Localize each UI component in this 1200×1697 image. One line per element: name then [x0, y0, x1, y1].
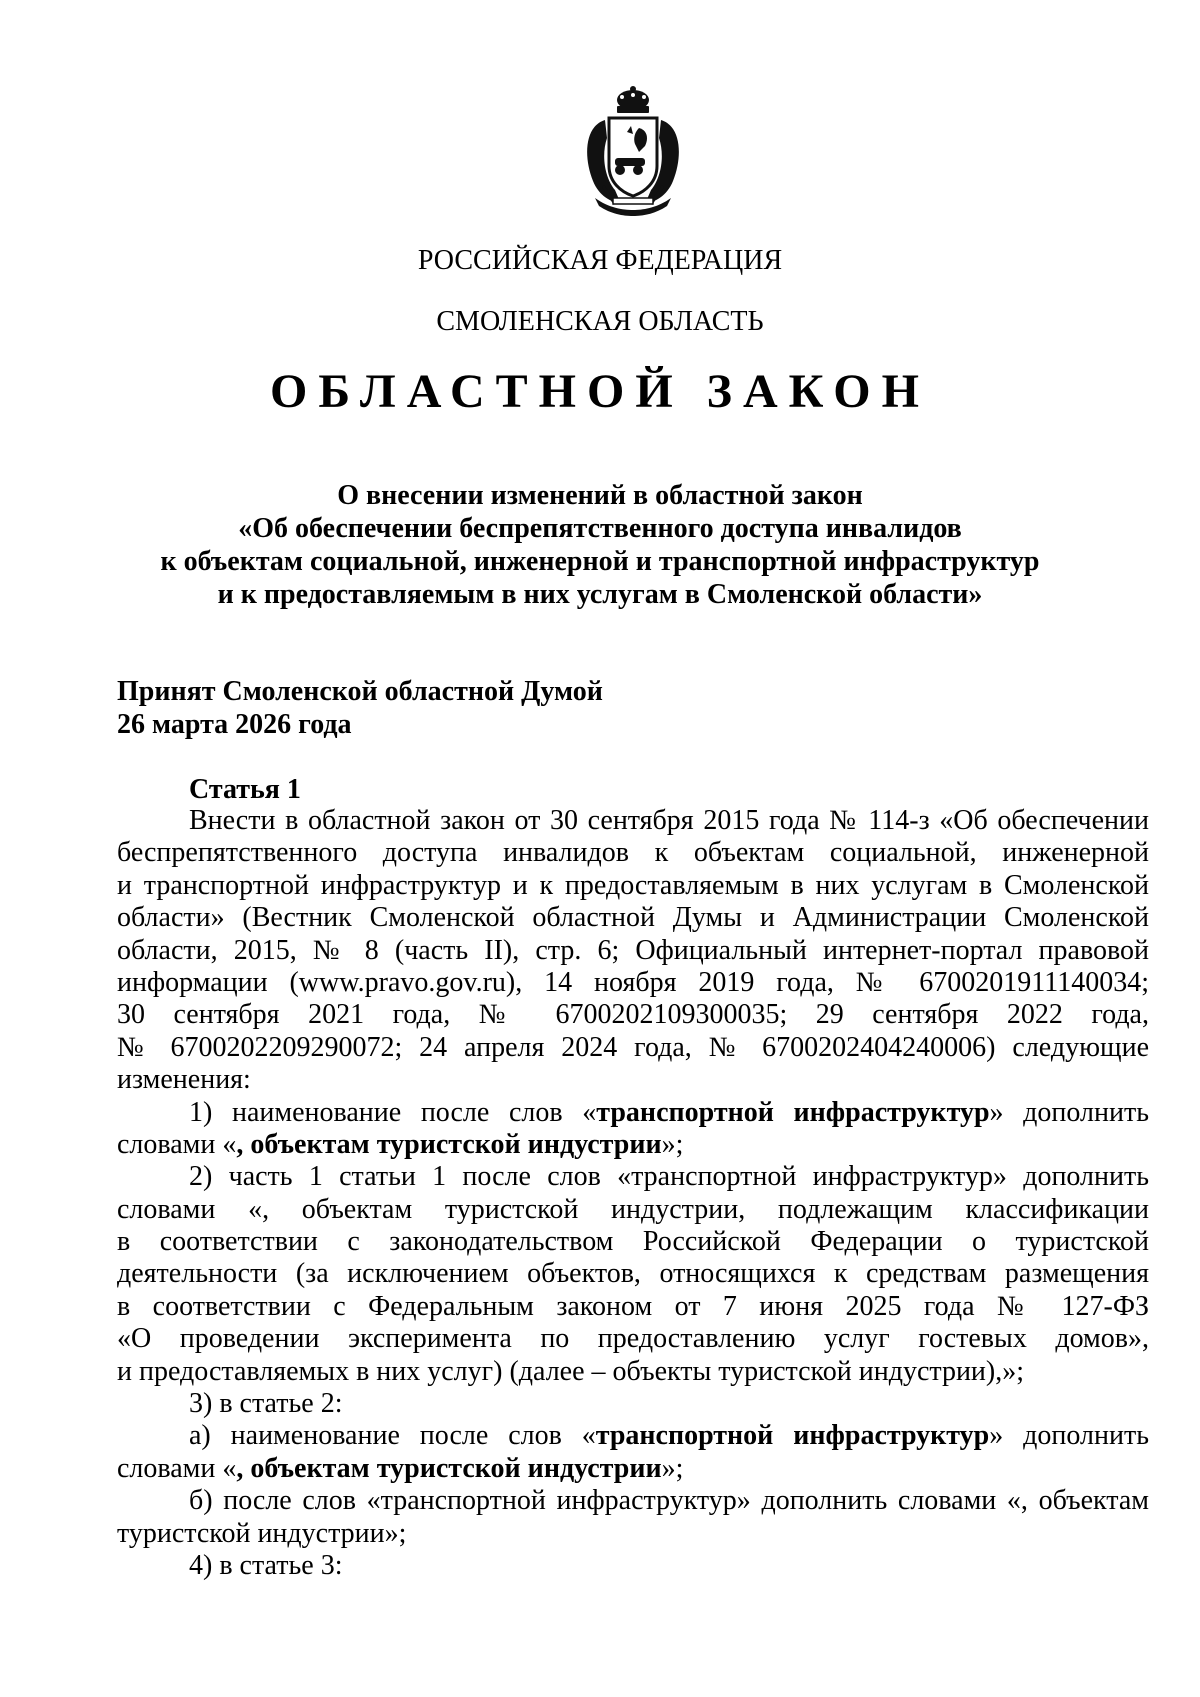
- subject-line: к объектам социальной, инженерной и транспортной инфраструктур: [160, 546, 1040, 577]
- item-1-bold: , объектам туристской индустрии: [236, 1128, 662, 1160]
- item-3a-bold: , объектам туристской индустрии: [236, 1452, 662, 1484]
- intro-line: беспрепятственного доступа инвалидов к объектам социальной, инженерной: [117, 837, 1149, 869]
- item-2-line: «О проведении эксперимента по предоставлению услуг гостевых домов»,: [117, 1323, 1149, 1355]
- intro-line: информации (www.pravo.gov.ru), 14 ноября 2019 года, № 6700201911140034;: [117, 966, 1149, 998]
- item-1-text: » дополнить: [989, 1096, 1149, 1128]
- subject-line: О внесении изменений в областной закон: [337, 480, 863, 511]
- article-heading: Статья 1: [189, 774, 301, 805]
- adoption-body: Принят Смоленской областной Думой: [117, 676, 603, 707]
- item-2-line: и предоставляемых в них услуг) (далее – объекты туристской индустрии),»;: [117, 1355, 1025, 1387]
- law-subject: [0, 479, 1200, 611]
- item-1-text: словами «: [117, 1128, 237, 1160]
- intro-line: и транспортной инфраструктур и к предоставляемым в них услугам в Смоленской: [117, 869, 1149, 901]
- item-2-line: словами «, объектам туристской индустрии, подлежащим классификации: [117, 1193, 1149, 1225]
- adoption-note: [117, 675, 603, 741]
- item-3-line: 3) в статье 2:: [189, 1388, 343, 1420]
- crown-icon: [617, 86, 649, 113]
- region-name: СМОЛЕНСКАЯ ОБЛАСТЬ: [436, 306, 764, 337]
- item-3a-text: »;: [661, 1452, 684, 1484]
- subject-line: и к предоставляемым в них услугам в Смоленской области»: [217, 579, 983, 610]
- item-2-line: 2) часть 1 статьи 1 после слов «транспортной инфраструктур» дополнить: [189, 1161, 1149, 1193]
- country-name: РОССИЙСКАЯ ФЕДЕРАЦИЯ: [417, 245, 783, 276]
- item-1-text: 1) наименование после слов «: [189, 1096, 597, 1128]
- item-1-bold: транспортной инфраструктур: [596, 1096, 990, 1128]
- item-1-line: [117, 1129, 1149, 1161]
- item-2-line: деятельности (за исключением объектов, относящихся к средствам размещения: [117, 1258, 1149, 1290]
- item-2-line: в соответствии с Федеральным законом от 7 июня 2025 года № 127-ФЗ: [117, 1290, 1149, 1322]
- intro-line: № 6700202209290072; 24 апреля 2024 года, № 6700202404240006) следующие: [117, 1031, 1149, 1063]
- intro-line: изменения:: [117, 1064, 251, 1096]
- item-3a-line: [117, 1420, 1149, 1452]
- item-1-line: [117, 1097, 1149, 1129]
- document-type-title: ОБЛАСТНОЙ ЗАКОН: [270, 365, 930, 418]
- item-3a-line: [117, 1453, 1149, 1485]
- item-3a-text: а) наименование после слов «: [189, 1420, 596, 1452]
- item-3b-line: туристской индустрии»;: [117, 1517, 407, 1549]
- item-3b-line: б) после слов «транспортной инфраструктур» дополнить словами «, объектам: [189, 1485, 1149, 1517]
- item-3a-text: словами «: [117, 1452, 237, 1484]
- item-1-text: »;: [661, 1128, 684, 1160]
- adoption-date: 26 марта 2026 года: [117, 709, 352, 740]
- item-2-line: в соответствии с законодательством Российской Федерации о туристской: [117, 1226, 1149, 1258]
- intro-line: Внести в областной закон от 30 сентября 2015 года № 114-з «Об обеспечении: [189, 805, 1149, 836]
- intro-line: области» (Вестник Смоленской областной Думы и Администрации Смоленской: [117, 902, 1149, 934]
- subject-line: «Об обеспечении беспрепятственного доступа инвалидов: [238, 513, 962, 544]
- item-3a-bold: транспортной инфраструктур: [595, 1420, 990, 1452]
- coat-of-arms-emblem: [575, 86, 691, 218]
- item-4-line: 4) в статье 3:: [189, 1549, 343, 1581]
- article-body: [117, 805, 1149, 1582]
- intro-line: 30 сентября 2021 года, № 6700202109300035; 29 сентября 2022 года,: [117, 999, 1149, 1031]
- intro-line: области, 2015, № 8 (часть II), стр. 6; Официальный интернет-портал правовой: [117, 934, 1149, 966]
- item-3a-text: » дополнить: [989, 1420, 1149, 1452]
